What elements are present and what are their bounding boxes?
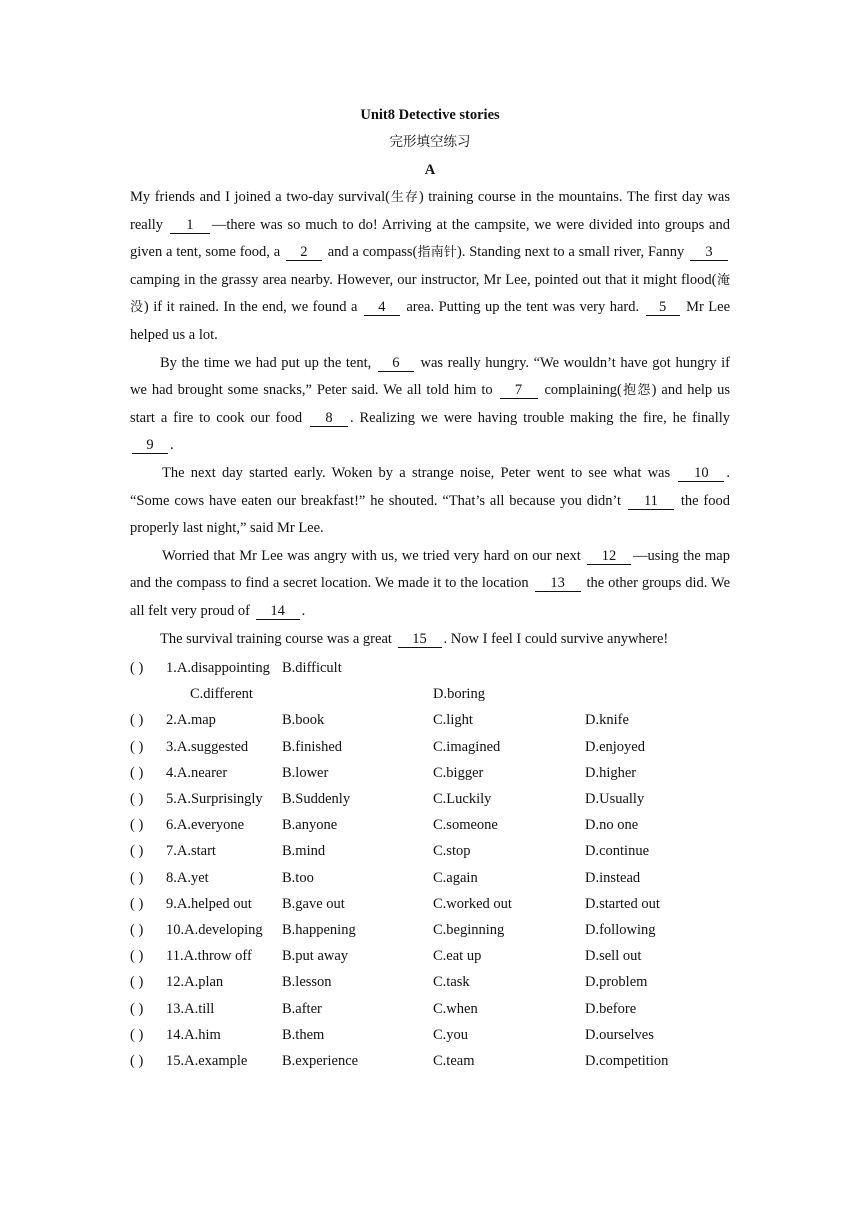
page-subtitle: 完形填空练习 xyxy=(389,134,471,150)
option-b: B.finished xyxy=(282,738,343,755)
blank-12: 12 xyxy=(587,548,631,565)
answer-paren[interactable]: ( ) xyxy=(130,660,144,677)
text-segment: The survival training course was a great xyxy=(160,630,396,647)
option-c: C.beginning xyxy=(433,921,505,938)
option-c: C.light xyxy=(433,712,473,729)
chinese-gloss: 抱怨 xyxy=(621,383,652,399)
text-segment: Worried that Mr Lee was angry with us, we tried very hard on our next xyxy=(162,547,585,564)
worksheet-page xyxy=(130,102,730,1074)
text-segment: My friends and I joined a two-day survival( xyxy=(130,189,390,205)
cloze-passage xyxy=(130,184,730,653)
blank-1: 1 xyxy=(170,217,210,234)
option-c: C.when xyxy=(433,1000,478,1017)
option-a: 6.A.everyone xyxy=(166,817,245,834)
answer-paren[interactable]: ( ) xyxy=(130,869,144,886)
blank-11: 11 xyxy=(628,493,674,510)
option-d: D.before xyxy=(585,1000,637,1017)
blank-14: 14 xyxy=(256,603,300,620)
blank-2: 2 xyxy=(286,244,322,261)
chinese-gloss: 生存 xyxy=(389,190,419,205)
option-d: D.continue xyxy=(585,843,650,860)
page-title: Unit8 Detective stories xyxy=(360,107,500,123)
option-c: C.again xyxy=(433,869,478,886)
option-b: B.lesson xyxy=(282,974,332,991)
text-segment: ) and help us start a fire to cook our food xyxy=(130,382,730,426)
option-d: D.problem xyxy=(585,974,648,991)
answer-paren[interactable]: ( ) xyxy=(130,921,144,938)
option-b: B.put away xyxy=(282,948,349,965)
option-c: C.you xyxy=(433,1026,469,1043)
chinese-gloss: 指南针 xyxy=(417,245,457,261)
answer-paren[interactable]: ( ) xyxy=(130,948,144,965)
question-row xyxy=(130,865,730,891)
option-a: 14.A.him xyxy=(166,1026,221,1043)
text-segment: camping in the grassy area nearby. However, our instructor, Mr Lee, pointed out that it might flood( xyxy=(130,271,717,288)
blank-15: 15 xyxy=(398,631,442,648)
text-segment: Mr Lee helped us a lot. xyxy=(130,299,731,343)
text-segment: . “Some cows have eaten our breakfast!” he shouted. “That’s all because you didn’t xyxy=(130,464,730,509)
answer-paren[interactable]: ( ) xyxy=(130,1000,144,1017)
option-a: 11.A.throw off xyxy=(166,948,252,965)
option-d: D.started out xyxy=(585,895,660,912)
answer-paren[interactable]: ( ) xyxy=(130,895,144,912)
answer-paren[interactable]: ( ) xyxy=(130,974,144,991)
option-c: C.bigger xyxy=(433,764,484,781)
answer-paren[interactable]: ( ) xyxy=(130,817,144,834)
paragraph-5 xyxy=(130,626,730,654)
blank-4: 4 xyxy=(364,299,400,316)
question-row xyxy=(130,655,730,681)
text-segment: . xyxy=(170,437,174,454)
text-segment: . Now I feel I could survive anywhere! xyxy=(443,630,669,647)
question-row xyxy=(130,917,730,943)
text-segment: . Realizing we were having trouble making the fire, he finally xyxy=(350,409,730,426)
option-b: B.book xyxy=(282,712,325,729)
answer-paren[interactable]: ( ) xyxy=(130,738,144,755)
option-a: 12.A.plan xyxy=(166,974,224,991)
question-list xyxy=(130,655,730,1074)
option-b: B.difficult xyxy=(282,660,342,677)
option-d: D.no one xyxy=(585,817,639,834)
paragraph-3 xyxy=(130,460,730,543)
option-a: 13.A.till xyxy=(166,1000,215,1017)
text-segment: ) if it rained. In the end, we found a xyxy=(143,299,362,316)
text-segment: —using the map and the compass to find a secret location. We made it to the location xyxy=(130,547,730,592)
blank-6: 6 xyxy=(378,355,414,372)
option-a: 1.A.disappointing xyxy=(166,660,270,677)
blank-7: 7 xyxy=(500,382,538,399)
option-b: B.mind xyxy=(282,843,326,860)
blank-13: 13 xyxy=(535,575,581,592)
text-segment: By the time we had put up the tent, xyxy=(160,354,376,371)
text-segment: the food properly last night,” said Mr Lee. xyxy=(130,492,730,537)
section-label: A xyxy=(424,162,436,178)
option-a: 4.A.nearer xyxy=(166,764,228,781)
option-a: 7.A.start xyxy=(166,843,216,860)
answer-paren[interactable]: ( ) xyxy=(130,1026,144,1043)
option-a: 2.A.map xyxy=(166,712,216,729)
blank-9: 9 xyxy=(132,437,168,454)
option-b: B.after xyxy=(282,1000,322,1017)
option-d: D.higher xyxy=(585,764,637,781)
option-d: D.following xyxy=(585,921,656,938)
text-segment: and a compass( xyxy=(323,244,418,261)
option-d: D.Usually xyxy=(585,791,645,808)
question-row xyxy=(130,734,730,760)
blank-3: 3 xyxy=(690,244,728,261)
option-d: D.competition xyxy=(585,1052,669,1069)
question-row xyxy=(130,707,730,733)
answer-paren[interactable]: ( ) xyxy=(130,712,144,729)
option-b: B.too xyxy=(282,869,314,886)
answer-paren[interactable]: ( ) xyxy=(130,843,144,860)
option-a: 3.A.suggested xyxy=(166,738,249,755)
paragraph-1 xyxy=(130,184,730,350)
question-row xyxy=(130,786,730,812)
question-row xyxy=(130,969,730,995)
option-a: 8.A.yet xyxy=(166,869,209,886)
option-a: 5.A.Surprisingly xyxy=(166,791,263,808)
option-b: B.Suddenly xyxy=(282,791,351,808)
blank-8: 8 xyxy=(310,410,348,427)
answer-paren[interactable]: ( ) xyxy=(130,791,144,808)
chinese-gloss: 淹没 xyxy=(130,272,730,316)
question-row-continued xyxy=(130,681,730,707)
paragraph-2 xyxy=(130,350,730,460)
blank-10: 10 xyxy=(678,465,724,482)
text-segment: The next day started early. Woken by a strange noise, Peter went to see what was xyxy=(162,464,677,481)
question-row xyxy=(130,1048,730,1074)
blank-5: 5 xyxy=(646,299,680,316)
option-d: D.ourselves xyxy=(585,1026,654,1043)
question-row xyxy=(130,760,730,786)
text-segment: the other groups did. We all felt very proud of xyxy=(130,575,730,619)
question-row xyxy=(130,996,730,1022)
option-d: D.enjoyed xyxy=(585,738,645,755)
text-segment: complaining( xyxy=(539,382,622,399)
option-a: 9.A.helped out xyxy=(166,895,252,912)
question-row xyxy=(130,838,730,864)
option-b: B.lower xyxy=(282,764,329,781)
option-d: D.knife xyxy=(585,712,629,729)
text-segment: . xyxy=(301,602,306,619)
option-c: C.stop xyxy=(433,843,471,860)
text-segment: —there was so much to do! Arriving at the campsite, we were divided into groups and given a tent, some food, a xyxy=(130,216,730,261)
question-row xyxy=(130,943,730,969)
option-d: D.boring xyxy=(433,686,485,703)
option-b: B.experience xyxy=(282,1052,359,1069)
option-b: B.happening xyxy=(282,921,356,938)
option-b: B.anyone xyxy=(282,817,338,834)
answer-paren[interactable]: ( ) xyxy=(130,1052,144,1069)
option-b: B.gave out xyxy=(282,895,345,912)
option-b: B.them xyxy=(282,1026,325,1043)
text-segment: area. Putting up the tent was very hard. xyxy=(401,299,644,316)
option-c: C.Luckily xyxy=(433,791,492,808)
option-c: C.different xyxy=(190,686,253,703)
question-row xyxy=(130,891,730,917)
text-segment: ) training course in the mountains. The first day was really xyxy=(130,189,730,233)
text-segment: was really hungry. “We wouldn’t have got hungry if we had brought some snacks,” Peter said. We all told him to xyxy=(130,354,730,399)
option-c: C.someone xyxy=(433,817,498,834)
question-row xyxy=(130,812,730,838)
option-d: D.instead xyxy=(585,869,641,886)
option-d: D.sell out xyxy=(585,948,642,965)
option-c: C.imagined xyxy=(433,738,501,755)
option-c: C.worked out xyxy=(433,895,512,912)
answer-paren[interactable]: ( ) xyxy=(130,764,144,781)
option-c: C.team xyxy=(433,1052,475,1069)
question-row xyxy=(130,1022,730,1048)
paragraph-4 xyxy=(130,543,730,626)
text-segment: ). Standing next to a small river, Fanny xyxy=(457,244,688,261)
option-a: 15.A.example xyxy=(166,1052,248,1069)
option-c: C.task xyxy=(433,974,470,991)
option-c: C.eat up xyxy=(433,948,482,965)
option-a: 10.A.developing xyxy=(166,921,263,938)
